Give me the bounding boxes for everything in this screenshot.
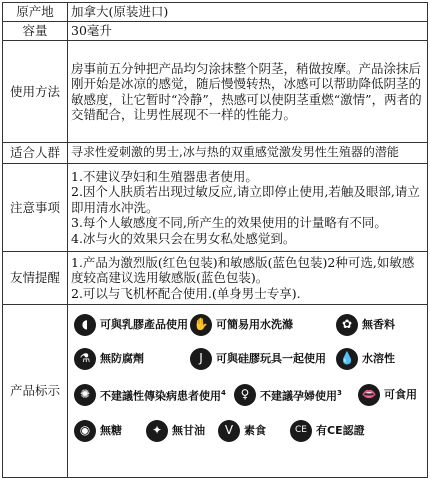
edible-icon: 👄 (358, 384, 380, 406)
label-product-labels: 产品标示 (3, 305, 68, 478)
product-label-text: 有CE認證 (316, 424, 365, 438)
product-label-item (74, 344, 144, 374)
product-label-text: 可簡易用水洗滌 (216, 318, 293, 332)
reminder-line: 1.产品为激烈版(红色包装)和敏感版(蓝色包装)2种可选,如敏感度较高建议选用敏感版(蓝色包装)。 (71, 254, 415, 286)
product-label-item (290, 416, 365, 446)
no-fragrance-icon: ✿ (336, 314, 358, 336)
product-label-text: 不建議性傳染病患者使用$^4$ (100, 388, 226, 403)
product-label-item (146, 416, 205, 446)
product-label-text: 水溶性 (362, 352, 395, 366)
value-capacity: 30毫升 (68, 22, 428, 41)
row-usage (3, 41, 428, 143)
value-origin: 加拿大(原装进口) (68, 3, 428, 22)
product-label-text: 無糖 (100, 424, 122, 438)
product-label-text: 不建議孕婦使用$^3$ (260, 388, 342, 403)
row-audience (3, 143, 428, 164)
water-soluble-icon: 💧 (336, 348, 358, 370)
product-label-text: 無香料 (362, 318, 395, 332)
product-label-item (358, 380, 417, 410)
label-capacity: 容量 (3, 22, 68, 41)
row-origin (3, 3, 428, 22)
row-precautions (3, 164, 428, 252)
silicone-toy-icon: J (190, 348, 212, 370)
product-label-item (74, 380, 226, 410)
product-label-item (74, 416, 122, 446)
product-label-item (190, 310, 293, 340)
water-drop-icon: ✋ (190, 314, 212, 336)
row-product-labels (3, 305, 428, 478)
footnote-marker: 4 (221, 388, 226, 397)
no-pregnant-icon: ♀ (234, 384, 256, 406)
value-usage: 房事前五分钟把产品均匀涂抹整个阴茎，稍做按摩。产品涂抹后刚开始是冰凉的感觉，随后慢慢转热，冰感可以帮助降低阴茎的敏感度，让它暂时“冷静”，热感可以使阴茎重燃“激情”，两者的交错配合，让男性展现不一样的性能力。 (68, 41, 428, 143)
product-label-item (190, 344, 326, 374)
vegan-icon: V (218, 420, 240, 442)
condom-icon: ◖ (74, 314, 96, 336)
product-spec-table (2, 2, 428, 478)
value-product-labels (68, 305, 428, 478)
label-precautions: 注意事项 (3, 164, 68, 252)
product-label-item (74, 310, 188, 340)
no-preservative-icon: ⚗ (74, 348, 96, 370)
ce-certified-icon: CE (290, 420, 312, 442)
product-label-text: 可與硅膠玩具一起使用 (216, 352, 326, 366)
product-label-item (336, 344, 395, 374)
label-usage: 使用方法 (3, 41, 68, 143)
value-precautions (68, 164, 428, 252)
reminder-line: 2.可以与飞机杯配合使用.(单身男士专享). (71, 285, 301, 301)
no-std-icon: ✺ (74, 384, 96, 406)
no-glycerin-icon: ✦ (146, 420, 168, 442)
footnote-marker: 3 (337, 388, 342, 397)
product-label-item (336, 310, 395, 340)
product-label-text: 無甘油 (172, 424, 205, 438)
precaution-line: 4.冰与火的效果只会在男女私处感觉到。 (71, 230, 296, 246)
label-audience: 适合人群 (3, 143, 68, 164)
value-reminder (68, 252, 428, 305)
row-capacity (3, 22, 428, 41)
product-label-text: 無防腐劑 (100, 352, 144, 366)
sugar-free-icon: ◉ (74, 420, 96, 442)
precaution-line: 1.不建议孕妇和生殖器患者使用。 (71, 168, 258, 184)
product-label-text: 素食 (244, 424, 266, 438)
precaution-line: 3.每个人敏感度不同,所产生的效果使用的计量略有不同。 (71, 215, 387, 231)
label-origin: 原产地 (3, 3, 68, 22)
row-reminder (3, 252, 428, 305)
product-label-text: 可食用 (384, 388, 417, 402)
value-audience: 寻求性爱刺激的男士,冰与热的双重感觉激发男性生殖器的潜能 (68, 143, 428, 164)
icon-grid (68, 306, 427, 476)
product-label-item (234, 380, 342, 410)
product-label-item (218, 416, 266, 446)
label-reminder: 友情提醒 (3, 252, 68, 305)
precaution-line: 2.因个人肤质若出现过敏反应,请立即停止使用,若触及眼部,请立即用清水冲洗。 (71, 184, 420, 215)
product-label-text: 可與乳膠產品使用 (100, 318, 188, 332)
